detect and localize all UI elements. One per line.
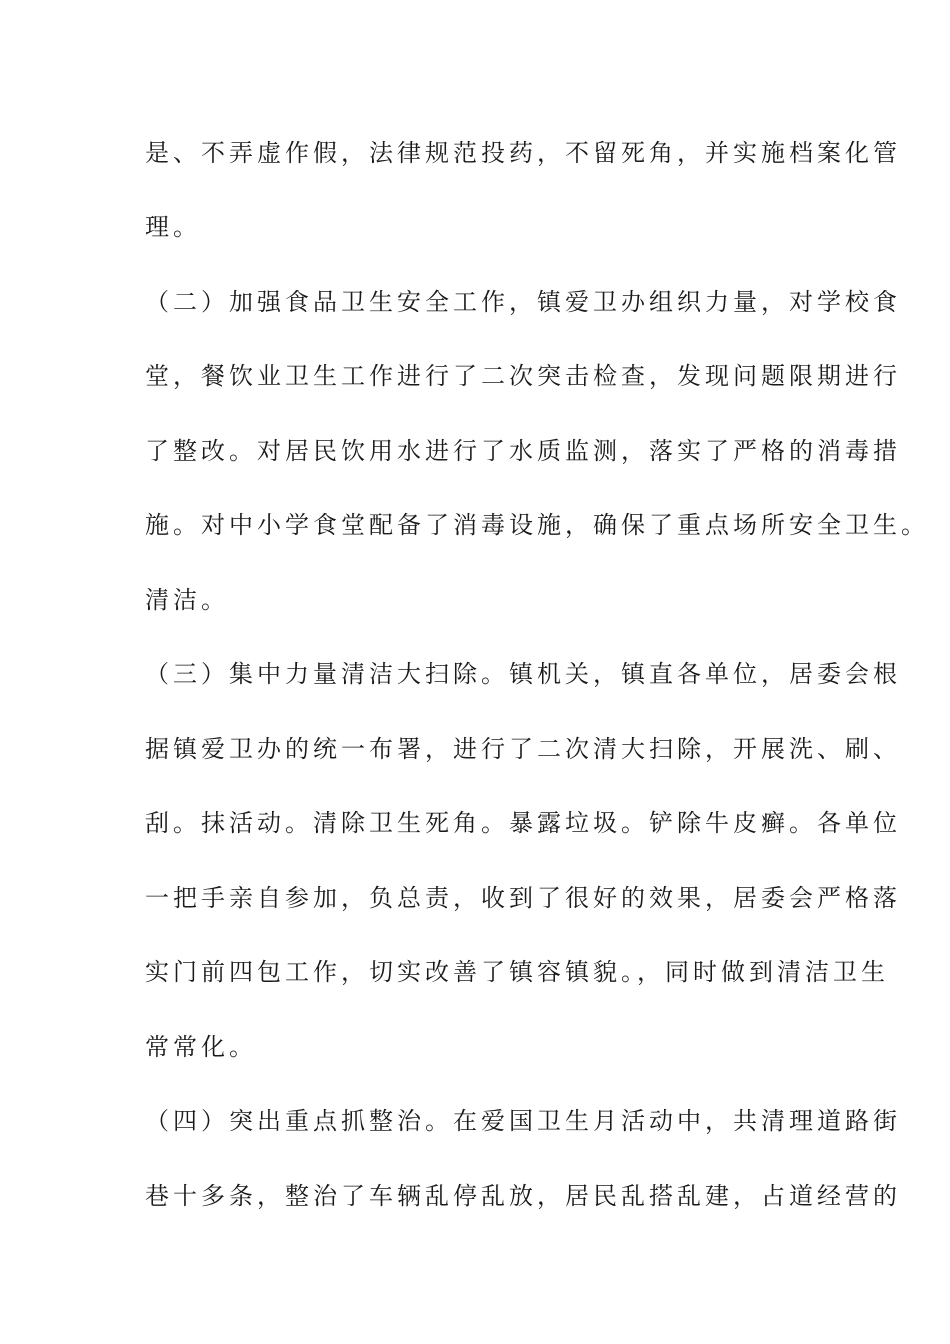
- text-line: 据镇爱卫办的统一布署，进行了二次清大扫除，开展洗、刷、: [145, 735, 901, 763]
- text-line: 常常化。: [145, 1033, 257, 1061]
- text-line: 了整改。对居民饮用水进行了水质监测，落实了严格的消毒措: [145, 437, 901, 465]
- text-line: 堂，餐饮业卫生工作进行了二次突击检查，发现问题限期进行: [145, 362, 901, 390]
- text-line: 是、不弄虚作假，法律规范投药，不留死角，并实施档案化管: [145, 139, 901, 167]
- text-line: 刮。抹活动。清除卫生死角。暴露垃圾。铲除牛皮癣。各单位: [145, 809, 901, 837]
- text-line: （三）集中力量清洁大扫除。镇机关，镇直各单位，居委会根: [145, 660, 901, 688]
- text-line: 实门前四包工作，切实改善了镇容镇貌。，同时做到清洁卫生: [145, 958, 889, 986]
- text-line: 理。: [145, 213, 201, 241]
- text-line: 一把手亲自参加，负总责，收到了很好的效果，居委会严格落: [145, 884, 901, 912]
- text-line: 巷十多条，整治了车辆乱停乱放，居民乱搭乱建，占道经营的: [145, 1182, 901, 1210]
- text-line: 清洁。: [145, 586, 229, 614]
- text-line: （四）突出重点抓整治。在爱国卫生月活动中，共清理道路街: [145, 1107, 901, 1135]
- text-line: 施。对中小学食堂配备了消毒设施，确保了重点场所安全卫生。: [145, 511, 929, 539]
- text-line: （二）加强食品卫生安全工作，镇爱卫办组织力量，对学校食: [145, 288, 901, 316]
